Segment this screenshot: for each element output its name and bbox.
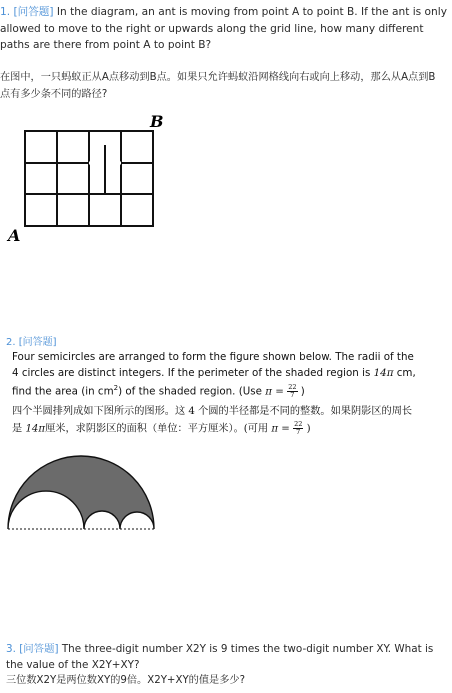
q1-grid-diagram xyxy=(0,110,200,250)
q2-en-part1: Four semicircles are arranged to form the figure shown below. The radii of the 4 circles are distinct integers. If the perimeter of the shaded region is xyxy=(12,351,414,379)
q3-text xyxy=(6,642,446,689)
frac-numerator: 22 xyxy=(288,382,297,391)
q2-close: ) xyxy=(297,385,305,398)
zh-frac-numerator: 22 xyxy=(294,419,303,428)
q3-tag: [问答题] xyxy=(19,643,59,655)
zh-frac-denominator: 7 xyxy=(296,427,301,436)
q2-en-part3: ) of the shaded region. (Use xyxy=(118,385,266,398)
shaded-region xyxy=(8,456,154,529)
q2-chinese-text xyxy=(12,404,422,438)
q2-fraction xyxy=(287,384,297,399)
q2-zh-close: ) xyxy=(303,423,311,434)
q2-zh-part2: 厘米，求阴影区的面积（单位：平方厘米）。(可用 xyxy=(45,423,272,434)
q2-zh-fraction xyxy=(293,421,303,436)
q2-zh-part1: 四个半圆排列成如下图所示的图形。这 4 个圆的半径都是不同的整数。如果阴影区的周长是 xyxy=(12,406,413,434)
grid-lines xyxy=(25,131,153,226)
q1-number: 1. xyxy=(0,6,11,18)
q2-perimeter: 14π xyxy=(373,366,394,379)
q1-tag: [问答题] xyxy=(13,6,54,18)
frac-denominator: 7 xyxy=(290,390,295,399)
q3-number: 3. xyxy=(6,643,16,655)
q3-question-en: The three-digit number X2Y is 9 times the two-digit number XY. What is the value of the X2Y+XY? xyxy=(6,643,434,671)
q3-question-zh: 三位数X2Y是两位数XY的9倍。X2Y+XY的值是多少? xyxy=(6,675,246,686)
q2-zh-pi-eq: π = xyxy=(271,423,290,434)
q2-pi-eq: π = xyxy=(265,385,284,398)
q1-english-text xyxy=(0,4,448,54)
q2-superscript: 2 xyxy=(113,384,119,392)
point-b-label: B xyxy=(150,112,164,131)
q2-en-part2: cm, find the area (in cm xyxy=(12,366,416,398)
q2-english-text xyxy=(12,350,417,400)
q1-chinese-text: 在图中，一只蚂蚁正从A点移动到B点。如果只允许蚂蚁沿网格线向右或向上移动，那么从A点到B点有多少条不同的路径? xyxy=(0,72,436,100)
point-a-label: A xyxy=(8,226,21,245)
q1-question-en: In the diagram, an ant is moving from point A to point B. If the ant is only allowed to move to the right or upwards along the grid line, how many different paths are there from point A to point B? xyxy=(0,6,447,51)
q2-zh-perimeter: 14π xyxy=(25,423,46,434)
q2-semicircle-figure xyxy=(0,445,200,545)
q2-header: 2. [问答题] xyxy=(6,337,57,348)
